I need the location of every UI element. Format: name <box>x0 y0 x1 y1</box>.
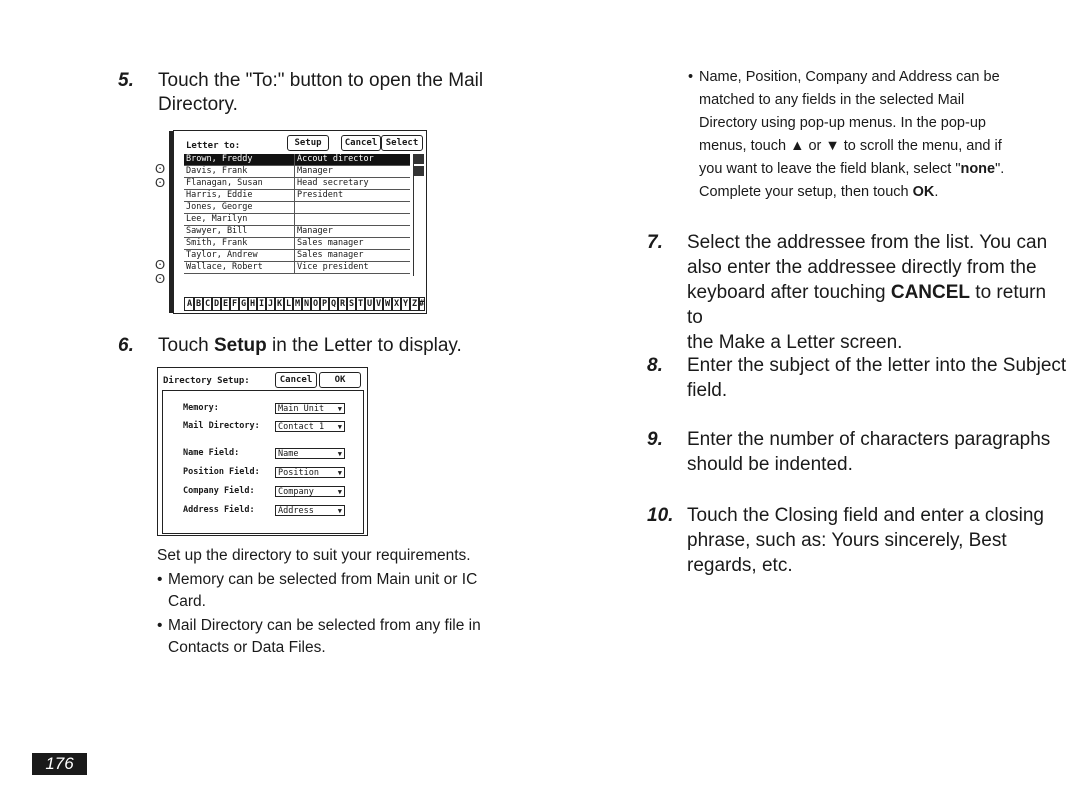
step-text: Touch the "To:" button to open the Mail Directory. <box>158 70 484 115</box>
index-letter[interactable]: M <box>292 297 303 311</box>
step-5 <box>118 69 538 119</box>
step-text: Enter the subject of the letter into the Subject field. <box>687 355 1067 401</box>
chevron-down-icon: ▼ <box>337 469 342 477</box>
step-number: 9. <box>647 429 663 450</box>
chevron-down-icon: ▼ <box>337 450 342 458</box>
step-number: 5. <box>118 70 134 91</box>
list-item[interactable]: Wallace, Robert Vice president <box>184 262 410 274</box>
bullet-mail-directory: • Mail Directory can be selected from any file in Contacts or Data Files. <box>157 617 481 656</box>
index-letter[interactable]: Z <box>409 297 420 311</box>
chevron-down-icon: ▼ <box>337 488 342 496</box>
step-text: Select the addressee from the list. You can also enter the addressee directly from the keyboard after touching CANCEL to return to the Make a Letter screen. <box>687 232 1048 353</box>
scroll-up-icon[interactable] <box>414 154 424 164</box>
step-number: 6. <box>118 335 134 356</box>
list-item[interactable]: Smith, Frank Sales manager <box>184 238 410 250</box>
select-button[interactable]: Select <box>381 135 423 151</box>
step-8 <box>647 353 1067 403</box>
screen-title: Directory Setup: <box>163 376 250 386</box>
binder-rings: ʘ ʘ ʘ ʘ <box>155 161 166 286</box>
down-arrow-icon: ▼ <box>825 138 840 154</box>
index-letter[interactable]: W <box>382 297 393 311</box>
cancel-button[interactable]: Cancel <box>275 372 317 388</box>
chevron-down-icon: ▼ <box>337 423 342 431</box>
alphabet-index <box>184 297 425 310</box>
mail-directory-select[interactable]: Contact 1 ▼ <box>275 421 345 432</box>
address-field-select[interactable]: Address ▼ <box>275 505 345 516</box>
name-field-select[interactable]: Name ▼ <box>275 448 345 459</box>
list-item[interactable]: Taylor, Andrew Sales manager <box>184 250 410 262</box>
step-number: 10. <box>647 505 674 526</box>
mail-directory-label: Mail Directory: <box>183 421 260 431</box>
index-letter[interactable]: U <box>364 297 375 311</box>
name-field-label: Name Field: <box>183 448 240 458</box>
list-item[interactable]: Brown, Freddy Accout director <box>184 154 410 166</box>
scroll-down-icon[interactable] <box>414 166 424 176</box>
index-letter[interactable]: # <box>419 299 425 309</box>
position-field-label: Position Field: <box>183 467 260 477</box>
list-item[interactable]: Davis, Frank Manager <box>184 166 410 178</box>
step-10 <box>647 503 1067 578</box>
index-letter[interactable]: I <box>256 297 267 311</box>
index-letter[interactable]: E <box>220 297 231 311</box>
step-number: 8. <box>647 355 663 376</box>
company-field-select[interactable]: Company ▼ <box>275 486 345 497</box>
index-letter[interactable]: J <box>265 297 276 311</box>
bullet-memory: • Memory can be selected from Main unit or IC Card. <box>157 571 478 610</box>
index-letter[interactable]: P <box>319 297 330 311</box>
list-item[interactable]: Sawyer, Bill Manager <box>184 226 410 238</box>
directory-setup-screenshot <box>157 367 368 536</box>
position-field-select[interactable]: Position ▼ <box>275 467 345 478</box>
ok-button[interactable]: OK <box>319 372 361 388</box>
step-text: Touch the Closing field and enter a closing phrase, such as: Yours sincerely, Best regards, etc. <box>687 505 1045 576</box>
setup-panel <box>162 390 364 534</box>
address-field-label: Address Field: <box>183 505 255 515</box>
cancel-button[interactable]: Cancel <box>341 135 381 151</box>
index-letter[interactable]: D <box>211 297 222 311</box>
step-text: Touch Setup in the Letter to display. <box>158 335 462 356</box>
directory-screenshot <box>155 130 427 314</box>
step-number: 7. <box>647 232 663 253</box>
list-item[interactable]: Flanagan, Susan Head secretary <box>184 178 410 190</box>
screen-title: Letter to: <box>186 141 241 151</box>
index-letter[interactable]: L <box>283 297 294 311</box>
index-letter[interactable]: C <box>202 297 213 311</box>
up-arrow-icon: ▲ <box>790 138 805 154</box>
index-letter[interactable]: T <box>355 297 366 311</box>
memory-select[interactable]: Main Unit ▼ <box>275 403 345 414</box>
step-7 <box>647 230 1067 353</box>
setup-instruction: Set up the directory to suit your requirements. <box>157 547 471 564</box>
index-letter[interactable]: H <box>247 297 258 311</box>
index-letter[interactable]: S <box>346 297 357 311</box>
chevron-down-icon: ▼ <box>337 405 342 413</box>
step-text: Enter the number of characters paragraphs should be indented. <box>687 429 1051 475</box>
index-letter[interactable]: X <box>391 297 402 311</box>
index-letter[interactable]: V <box>373 297 384 311</box>
list-item[interactable]: Lee, Marilyn <box>184 214 410 226</box>
memory-label: Memory: <box>183 403 219 413</box>
bullet-field-matching: • Name, Position, Company and Address can be matched to any fields in the selected Mail Directory using pop-up menus. In the pop-up menus, touch ▲ or ▼ to scroll the menu, and if you want to leave the field blank, select "none". Complete your setup, then touch OK. <box>688 69 1005 200</box>
index-letter[interactable]: F <box>229 297 240 311</box>
list-item[interactable]: Harris, Eddie President <box>184 190 410 202</box>
list-item[interactable]: Jones, George <box>184 202 410 214</box>
index-letter[interactable]: B <box>193 297 204 311</box>
step-6 <box>118 334 538 360</box>
index-letter[interactable]: K <box>274 297 285 311</box>
company-field-label: Company Field: <box>183 486 255 496</box>
setup-button[interactable]: Setup <box>287 135 329 151</box>
index-letter[interactable]: G <box>238 297 249 311</box>
step-9 <box>647 427 1067 477</box>
page-number: 176 <box>32 753 87 775</box>
index-letter[interactable]: Y <box>400 297 411 311</box>
chevron-down-icon: ▼ <box>337 507 342 515</box>
index-letter[interactable]: R <box>337 297 348 311</box>
index-letter[interactable]: Q <box>328 297 339 311</box>
index-letter[interactable]: O <box>310 297 321 311</box>
index-letter[interactable]: A <box>184 297 195 311</box>
index-letter[interactable]: N <box>301 297 312 311</box>
scrollbar[interactable] <box>413 154 424 276</box>
